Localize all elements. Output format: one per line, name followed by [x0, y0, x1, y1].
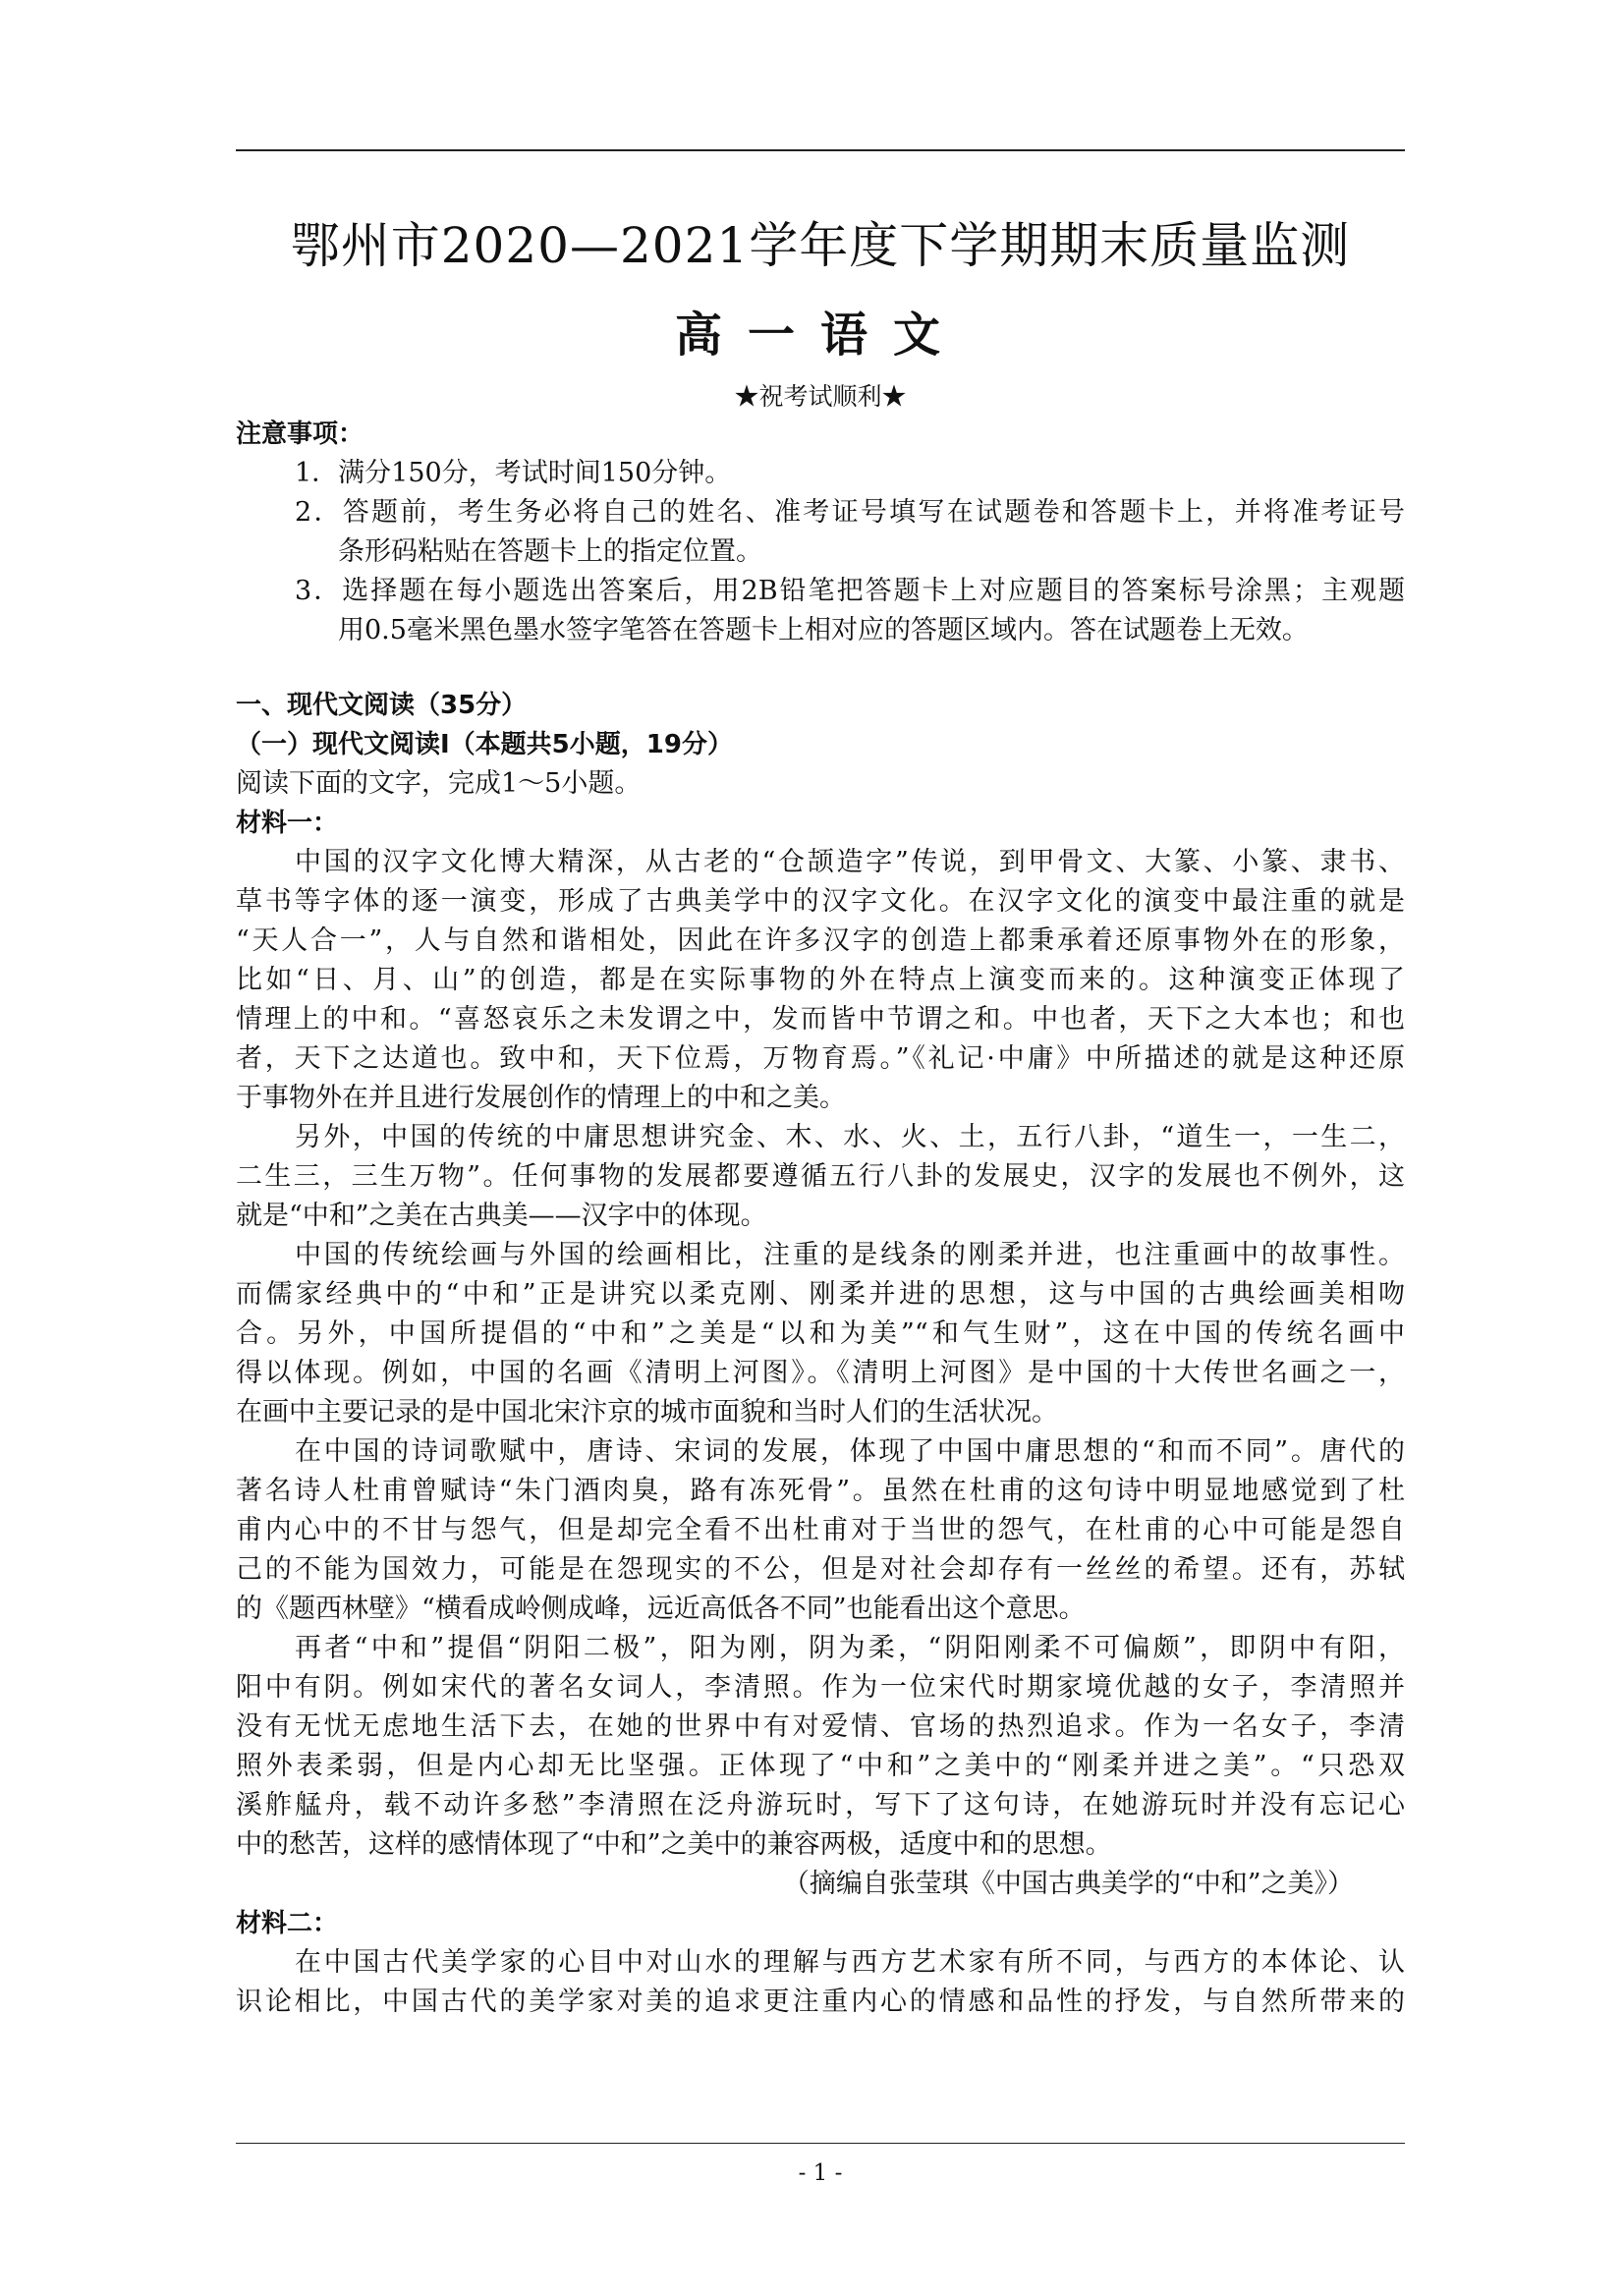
material-1-paragraph [236, 1432, 1405, 1629]
text-line: 在中国古代美学家的心目中对山水的理解与西方艺术家有所不同，与西方的本体论、认 [295, 1947, 1405, 1978]
text-line: 中国的传统绘画与外国的绘画相比，注重的是线条的刚柔并进，也注重画中的故事性。 [295, 1240, 1405, 1270]
text-line: 另外，中国的传统的中庸思想讲究金、木、水、火、土，五行八卦，“道生一，一生二， [295, 1122, 1405, 1152]
material-2-paragraph [236, 1943, 1405, 2022]
text-line: 合。另外，中国所提倡的“中和”之美是“以和为美”“和气生财”，这在中国的传统名画中 [236, 1318, 1405, 1349]
exam-title: 鄂州市2020—2021学年度下学期期末质量监测 [290, 217, 1351, 274]
text-line: 识论相比，中国古代的美学家对美的追求更注重内心的情感和品性的抒发，与自然所带来的 [236, 1987, 1405, 2017]
notice-item-2: 2．答题前，考生务必将自己的姓名、准考证号填写在试题卷和答题卡上，并将准考证号 [295, 497, 1405, 528]
material-2-label: 材料二： [236, 1909, 339, 1938]
notice-item-3: 3．选择题在每小题选出答案后，用2B铅笔把答题卡上对应题目的答案标号涂黑；主观题 [295, 576, 1405, 606]
text-line: 著名诗人杜甫曾赋诗“朱门酒肉臭，路有冻死骨”。虽然在杜甫的这句诗中明显地感觉到了杜 [236, 1476, 1405, 1506]
text-line: 而儒家经典中的“中和”正是讲究以柔克刚、刚柔并进的思想，这与中国的古典绘画美相吻 [236, 1279, 1405, 1310]
good-luck-line: ★祝考试顺利★ [734, 382, 907, 411]
material-1-paragraph [236, 1236, 1405, 1432]
text-line: 的《题西林壁》“横看成岭侧成峰，远近高低各不同”也能看出这个意思。 [236, 1594, 1086, 1624]
text-line: 中的愁苦，这样的感情体现了“中和”之美中的兼容两极，适度中和的思想。 [236, 1829, 1112, 1860]
text-line: 没有无忧无虑地生活下去，在她的世界中有对爱情、官场的热烈追求。作为一名女子，李清 [236, 1711, 1405, 1742]
text-line: 情理上的中和。“喜怒哀乐之未发谓之中，发而皆中节谓之和。中也者，天下之大本也；和也 [236, 1004, 1405, 1035]
exam-content [236, 415, 1405, 2022]
text-line: 照外表柔弱，但是内心却无比坚强。正体现了“中和”之美中的“刚柔并进之美”。“只恐双 [236, 1751, 1405, 1781]
text-line: 于事物外在并且进行发展创作的情理上的中和之美。 [236, 1083, 846, 1113]
text-line: 得以体现。例如，中国的名画《清明上河图》。《清明上河图》是中国的十大传世名画之一， [236, 1358, 1405, 1388]
text-line: 中国的汉字文化博大精深，从古老的“仓颉造字”传说，到甲骨文、大篆、小篆、隶书、 [295, 847, 1405, 877]
bottom-rule [236, 2143, 1405, 2144]
text-line: 草书等字体的逐一演变，形成了古典美学中的汉字文化。在汉字文化的演变中最注重的就是 [236, 886, 1405, 917]
material-1-paragraph [236, 1629, 1405, 1865]
text-line: 再者“中和”提倡“阴阳二极”，阳为刚，阴为柔，“阴阳刚柔不可偏颇”，即阴中有阳， [295, 1633, 1405, 1663]
notice-item-1: 1．满分150分，考试时间150分钟。 [295, 458, 732, 488]
top-rule [236, 149, 1405, 151]
subject-title: 高一语文 [674, 308, 966, 363]
text-line: 阳中有阴。例如宋代的著名女词人，李清照。作为一位宋代时期家境优越的女子，李清照并 [236, 1672, 1405, 1703]
subsection-heading: （一）现代文阅读I（本题共5小题，19分） [236, 730, 733, 759]
text-line: 溪舴艋舟，载不动许多愁”李清照在泛舟游玩时，写下了这句诗，在她游玩时并没有忘记心 [236, 1790, 1405, 1820]
section-heading: 一、现代文阅读（35分） [236, 691, 528, 720]
text-line: 在中国的诗词歌赋中，唐诗、宋词的发展，体现了中国中庸思想的“和而不同”。唐代的 [295, 1436, 1405, 1467]
notice-item-3-cont: 用0.5毫米黑色墨水签字笔答在答题卡上相对应的答题区域内。答在试题卷上无效。 [338, 615, 1309, 645]
reading-instruction: 阅读下面的文字，完成1～5小题。 [236, 768, 642, 799]
text-line: 者，天下之达道也。致中和，天下位焉，万物育焉。”《礼记·中庸》中所描述的就是这种还原 [236, 1043, 1405, 1074]
notice-heading: 注意事项： [236, 420, 364, 449]
text-line: 甫内心中的不甘与怨气，但是却完全看不出杜甫对于当世的怨气，在杜甫的心中可能是怨自 [236, 1515, 1405, 1545]
text-line: 己的不能为国效力，可能是在怨现实的不公，但是对社会却存有一丝丝的希望。还有，苏轼 [236, 1554, 1405, 1585]
notice-item-2-cont: 条形码粘贴在答题卡上的指定位置。 [338, 536, 762, 567]
text-line: 比如“日、月、山”的创造，都是在实际事物的外在特点上演变而来的。这种演变正体现了 [236, 965, 1405, 995]
text-line: 在画中主要记录的是中国北宋汴京的城市面貌和当时人们的生活状况。 [236, 1397, 1058, 1428]
material-1-source: （摘编自张莹琪《中国古典美学的“中和”之美》） [782, 1869, 1354, 1899]
material-1-paragraph [236, 843, 1405, 1118]
page-number: - 1 - [798, 2160, 843, 2186]
material-1-label: 材料一： [236, 809, 339, 838]
text-line: 就是“中和”之美在古典美——汉字中的体现。 [236, 1201, 767, 1231]
text-line: 二生三，三生万物”。任何事物的发展都要遵循五行八卦的发展史，汉字的发展也不例外，这 [236, 1161, 1405, 1192]
text-line: “天人合一”，人与自然和谐相处，因此在许多汉字的创造上都秉承着还原事物外在的形象， [236, 925, 1405, 956]
material-1-paragraph [236, 1118, 1405, 1236]
